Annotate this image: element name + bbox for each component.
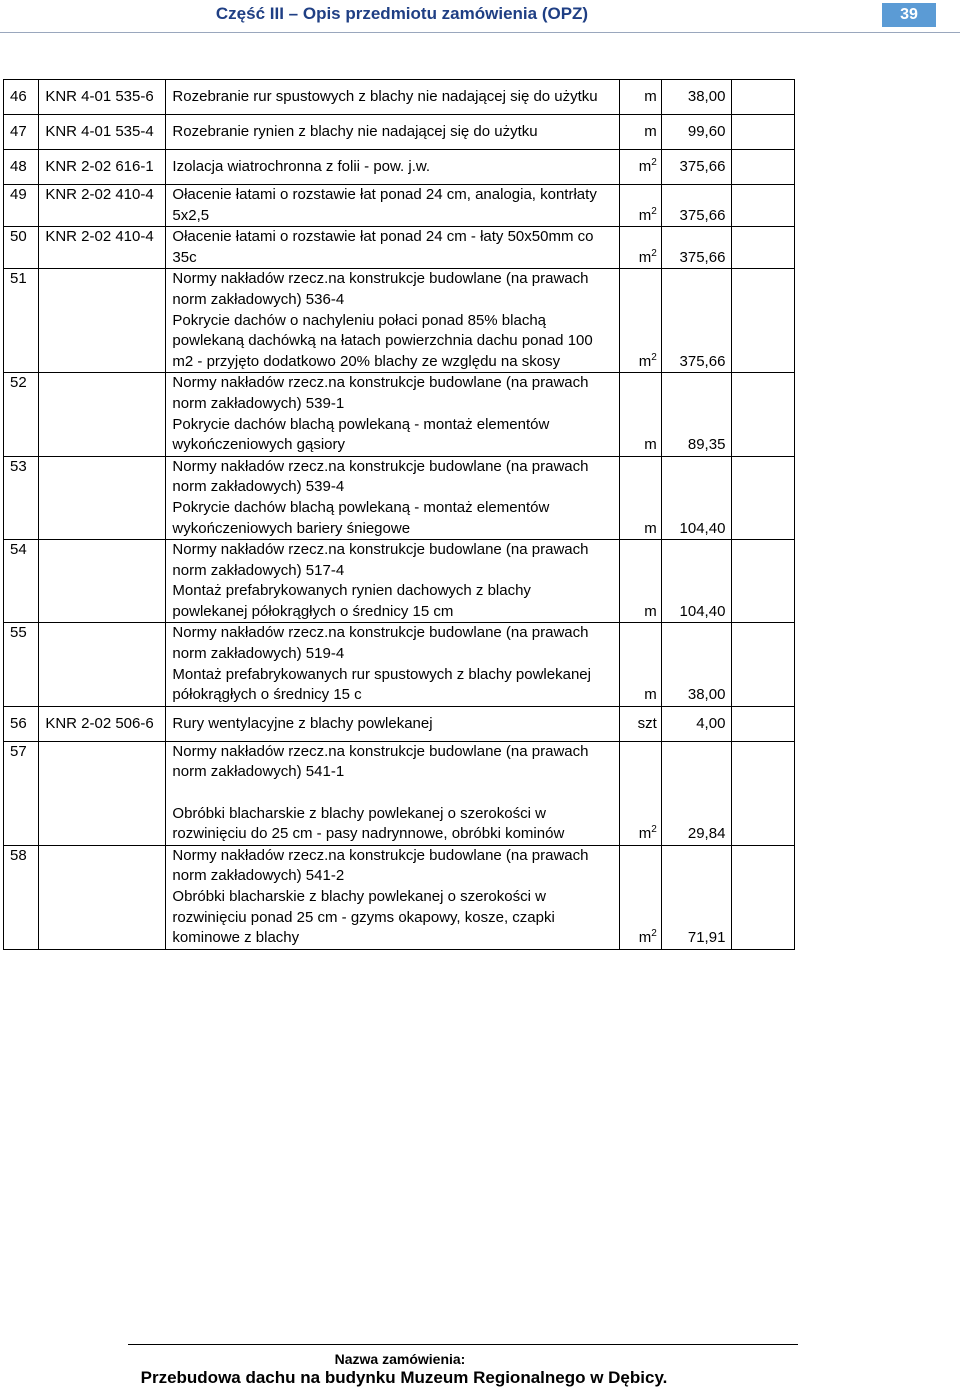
item-description: Normy nakładów rzecz.na konstrukcje budowlane (na prawach norm zakładowych) 519-4 Montaż prefabrykowanych rur spustowych z blachy powlekanej półokrągłych o średnicy 15 c — [166, 623, 620, 706]
unit-text: m — [644, 519, 657, 537]
item-description: Ołacenie łatami o rozstawie łat ponad 24 cm - łaty 50x50mm co 35c — [166, 227, 620, 269]
item-number: 55 — [4, 623, 39, 706]
item-unit — [620, 456, 661, 539]
unit-text: szt — [637, 714, 657, 732]
page-number-badge: 39 — [882, 3, 936, 27]
unit-text: m — [644, 436, 657, 454]
item-unit — [620, 150, 661, 185]
item-quantity: 89,35 — [661, 373, 732, 456]
table-row — [4, 373, 795, 456]
item-quantity: 104,40 — [661, 456, 732, 539]
table-row — [4, 150, 795, 185]
table-row — [4, 741, 795, 845]
item-number: 53 — [4, 456, 39, 539]
header-divider — [0, 32, 960, 33]
item-number: 58 — [4, 845, 39, 949]
item-unit — [620, 269, 661, 373]
item-description: Normy nakładów rzecz.na konstrukcje budowlane (na prawach norm zakładowych) 539-1 Pokrycie dachów blachą powlekaną - montaż elementów wykończeniowych gąsiory — [166, 373, 620, 456]
table-row — [4, 623, 795, 706]
document-title: Część III – Opis przedmiotu zamówienia (OPZ) — [215, 4, 589, 23]
unit-text: m — [638, 352, 652, 370]
unit-text: m — [644, 602, 657, 620]
table-row — [4, 706, 795, 741]
item-code — [39, 623, 166, 706]
item-description: Normy nakładów rzecz.na konstrukcje budowlane (na prawach norm zakładowych) 541-1 Obróbki blacharskie z blachy powlekanej o szerokości w rozwinięciu do 25 cm - pasy nadrynnowe, obróbki kominów — [166, 741, 620, 845]
item-description: Rozebranie rynien z blachy nie nadającej się do użytku — [166, 115, 620, 150]
item-quantity: 29,84 — [661, 741, 732, 845]
table-row — [4, 115, 795, 150]
item-extra — [732, 540, 795, 623]
item-extra — [732, 741, 795, 845]
item-description: Ołacenie łatami o rozstawie łat ponad 24 cm, analogia, kontrłaty 5x2,5 — [166, 185, 620, 227]
item-extra — [732, 185, 795, 227]
item-extra — [732, 373, 795, 456]
footer-label: Nazwa zamówienia: — [334, 1351, 466, 1367]
item-extra — [732, 227, 795, 269]
item-number: 50 — [4, 227, 39, 269]
item-unit — [620, 706, 661, 741]
item-quantity: 375,66 — [661, 269, 732, 373]
item-extra — [732, 115, 795, 150]
unit-text: m — [638, 929, 652, 947]
item-code — [39, 456, 166, 539]
unit-text: m — [638, 825, 652, 843]
table-row — [4, 845, 795, 949]
item-description: Izolacja wiatrochronna z folii - pow. j.w. — [166, 150, 620, 185]
item-code: KNR 2-02 616-1 — [39, 150, 166, 185]
unit-exponent: 2 — [651, 156, 657, 168]
item-unit — [620, 741, 661, 845]
item-unit — [620, 845, 661, 949]
table-row — [4, 227, 795, 269]
item-description: Rozebranie rur spustowych z blachy nie nadającej się do użytku — [166, 80, 620, 115]
item-extra — [732, 269, 795, 373]
item-quantity: 4,00 — [661, 706, 732, 741]
table-row — [4, 80, 795, 115]
footer-divider — [128, 1344, 798, 1345]
item-code — [39, 741, 166, 845]
item-code — [39, 845, 166, 949]
item-quantity: 38,00 — [661, 80, 732, 115]
project-name: Przebudowa dachu na budynku Muzeum Regionalnego w Dębicy. — [140, 1368, 668, 1387]
item-quantity: 99,60 — [661, 115, 732, 150]
item-extra — [732, 456, 795, 539]
unit-exponent: 2 — [651, 928, 657, 940]
item-description: Normy nakładów rzecz.na konstrukcje budowlane (na prawach norm zakładowych) 539-4 Pokrycie dachów blachą powlekaną - montaż elementów wykończeniowych bariery śniegowe — [166, 456, 620, 539]
item-number: 52 — [4, 373, 39, 456]
item-code: KNR 4-01 535-6 — [39, 80, 166, 115]
unit-exponent: 2 — [651, 351, 657, 363]
table-row — [4, 269, 795, 373]
unit-exponent: 2 — [651, 824, 657, 836]
item-description: Normy nakładów rzecz.na konstrukcje budowlane (na prawach norm zakładowych) 536-4 Pokrycie dachów o nachyleniu połaci ponad 85% blachą powlekaną dachówką na łatach powierzchnia dachu ponad 100 m2 - przyjęto dodatkowo 20% blachy ze względu na skosy — [166, 269, 620, 373]
item-extra — [732, 80, 795, 115]
table-body — [4, 80, 795, 950]
item-code — [39, 540, 166, 623]
item-unit — [620, 80, 661, 115]
item-code: KNR 2-02 410-4 — [39, 227, 166, 269]
cost-items-table — [3, 79, 795, 950]
item-code — [39, 373, 166, 456]
unit-text: m — [644, 122, 657, 140]
item-unit — [620, 540, 661, 623]
item-number: 51 — [4, 269, 39, 373]
unit-text: m — [638, 248, 652, 266]
item-quantity: 71,91 — [661, 845, 732, 949]
item-code: KNR 2-02 410-4 — [39, 185, 166, 227]
item-quantity: 104,40 — [661, 540, 732, 623]
item-number: 57 — [4, 741, 39, 845]
item-quantity: 375,66 — [661, 227, 732, 269]
unit-text: m — [644, 686, 657, 704]
item-description: Normy nakładów rzecz.na konstrukcje budowlane (na prawach norm zakładowych) 517-4 Montaż prefabrykowanych rynien dachowych z blachy powlekanej półokrągłych o średnicy 15 cm — [166, 540, 620, 623]
item-extra — [732, 706, 795, 741]
item-description: Normy nakładów rzecz.na konstrukcje budowlane (na prawach norm zakładowych) 541-2 Obróbki blacharskie z blachy powlekanej o szerokości w rozwinięciu ponad 25 cm - gzyms okapowy, kosze, czapki kominowe z blachy — [166, 845, 620, 949]
item-number: 49 — [4, 185, 39, 227]
item-unit — [620, 185, 661, 227]
unit-text: m — [644, 87, 657, 105]
item-unit — [620, 115, 661, 150]
item-description: Rury wentylacyjne z blachy powlekanej — [166, 706, 620, 741]
item-quantity: 38,00 — [661, 623, 732, 706]
item-code — [39, 269, 166, 373]
item-number: 47 — [4, 115, 39, 150]
item-unit — [620, 623, 661, 706]
item-unit — [620, 227, 661, 269]
table-row — [4, 456, 795, 539]
unit-exponent: 2 — [651, 205, 657, 217]
item-number: 54 — [4, 540, 39, 623]
item-number: 48 — [4, 150, 39, 185]
table-row — [4, 540, 795, 623]
item-number: 46 — [4, 80, 39, 115]
table-row — [4, 185, 795, 227]
item-quantity: 375,66 — [661, 150, 732, 185]
item-extra — [732, 845, 795, 949]
unit-text: m — [638, 206, 652, 224]
item-code: KNR 4-01 535-4 — [39, 115, 166, 150]
item-extra — [732, 150, 795, 185]
item-quantity: 375,66 — [661, 185, 732, 227]
unit-exponent: 2 — [651, 247, 657, 259]
unit-text: m — [638, 157, 652, 175]
item-code: KNR 2-02 506-6 — [39, 706, 166, 741]
item-number: 56 — [4, 706, 39, 741]
item-extra — [732, 623, 795, 706]
item-unit — [620, 373, 661, 456]
